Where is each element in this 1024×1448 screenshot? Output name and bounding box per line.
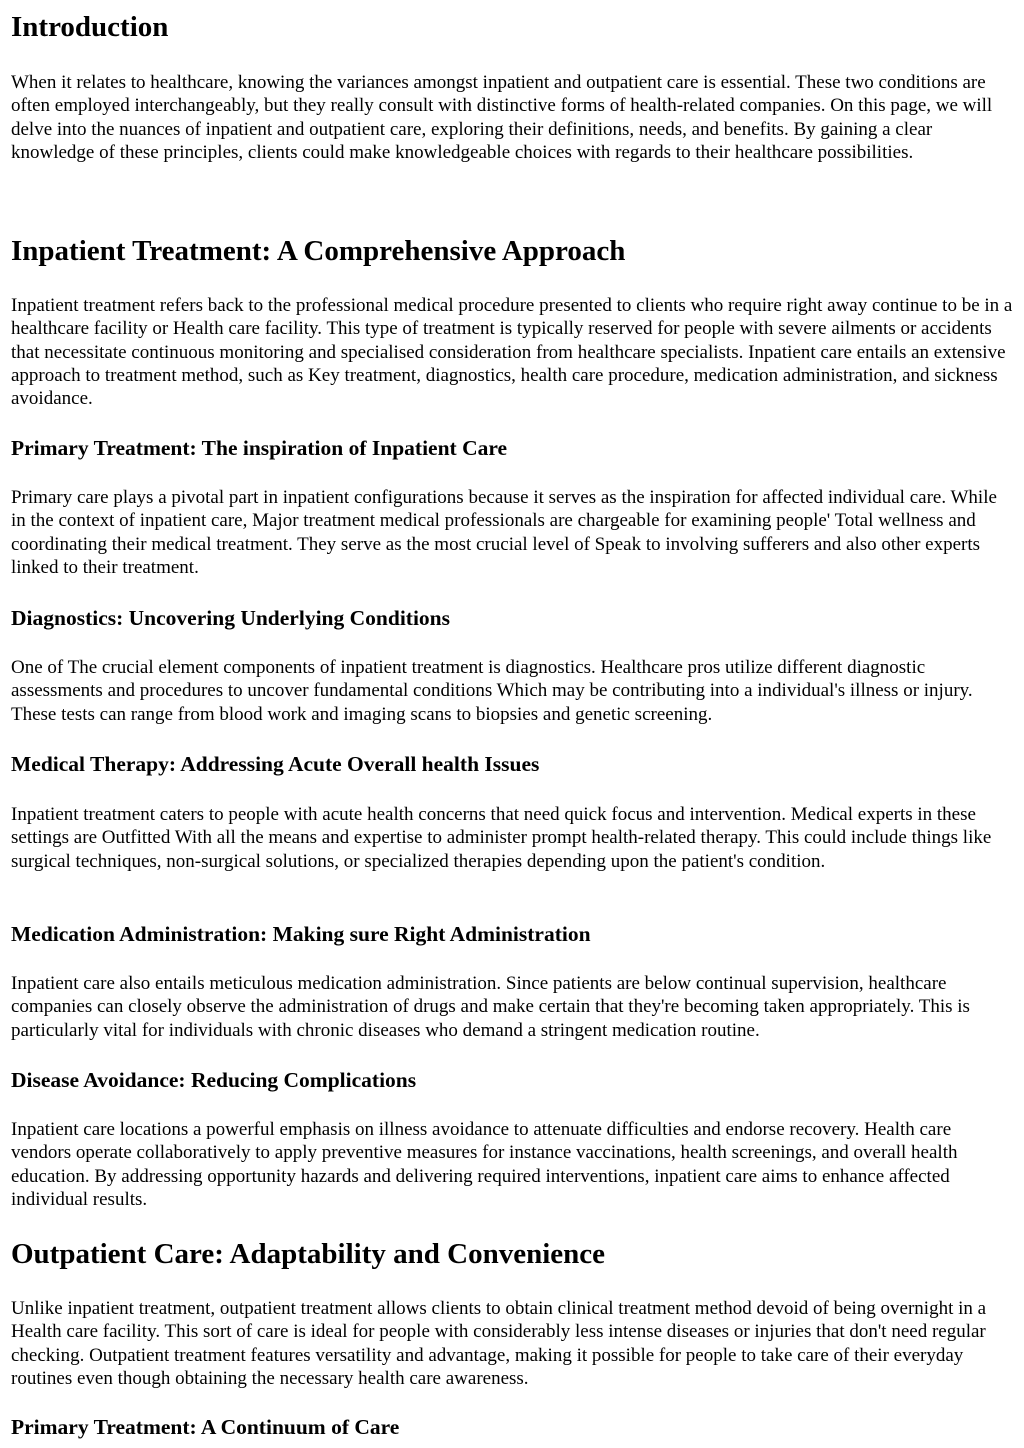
heading-diagnostics: Diagnostics: Uncovering Underlying Conditions: [11, 606, 450, 630]
paragraph-disease-avoidance: Inpatient care locations a powerful emphasis on illness avoidance to attenuate difficulties and endorse recovery. Health care vendors operate collaboratively to apply preventive measures for instance vaccinations, health screenings, and overall health education. By addressing opportunity hazards and delivering required interventions, inpatient care aims to enhance affected individual results.: [11, 1119, 958, 1210]
heading-medical-therapy: Medical Therapy: Addressing Acute Overall health Issues: [11, 752, 540, 776]
heading-introduction: Introduction: [11, 11, 169, 43]
paragraph-medical-therapy: Inpatient treatment caters to people with acute health concerns that need quick focus and intervention. Medical experts in these settings are Outfitted With all the means and expertise to administer prompt health-related therapy. This could include things like surgical techniques, non-surgical solutions, or specialized therapies depending upon the patient's condition.: [11, 804, 992, 872]
paragraph-introduction: When it relates to healthcare, knowing the variances amongst inpatient and outpatient care is essential. These two conditions are often employed interchangeably, but they really consult with distinctive forms of health-related companies. On this page, we will delve into the nuances of inpatient and outpatient care, exploring their definitions, needs, and benefits. By gaining a clear knowledge of these principles, clients could make knowledgeable choices with regards to their healthcare possibilities.: [11, 72, 993, 163]
paragraph-primary-treatment: Primary care plays a pivotal part in inpatient configurations because it serves as the inspiration for affected individual care. While in the context of inpatient care, Major treatment medical professionals are chargeable for examining people' Total wellness and coordinating their medical treatment. They serve as the most crucial level of Speak to involving sufferers and also other experts linked to their treatment.: [11, 487, 997, 578]
paragraph-outpatient-care: Unlike inpatient treatment, outpatient treatment allows clients to obtain clinical treatment method devoid of being overnight in a Health care facility. This sort of care is ideal for people with considerably less intense diseases or injuries that don't need regular checking. Outpatient treatment features versatility and advantage, making it possible for people to take care of their everyday routines even though obtaining the necessary health care awareness.: [11, 1298, 987, 1389]
paragraph-medication-administration: Inpatient care also entails meticulous medication administration. Since patients are below continual supervision, healthcare companies can closely observe the administration of drugs and make certain that they're becoming taken appropriately. This is particularly vital for individuals with chronic diseases who demand a stringent medication routine.: [11, 973, 970, 1041]
heading-medication-administration: Medication Administration: Making sure Right Administration: [11, 922, 591, 946]
heading-inpatient-treatment: Inpatient Treatment: A Comprehensive Approach: [11, 235, 626, 267]
paragraph-diagnostics: One of The crucial element components of inpatient treatment is diagnostics. Healthcare pros utilize different diagnostic assessments and procedures to uncover fundamental conditions Which may be contributing into a individual's illness or injury. These tests can range from blood work and imaging scans to biopsies and genetic screening.: [11, 657, 973, 725]
heading-outpatient-care: Outpatient Care: Adaptability and Convenience: [11, 1238, 606, 1270]
heading-disease-avoidance: Disease Avoidance: Reducing Complications: [11, 1068, 417, 1092]
heading-primary-treatment-continuum: Primary Treatment: A Continuum of Care: [11, 1415, 400, 1439]
heading-primary-treatment: Primary Treatment: The inspiration of Inpatient Care: [11, 436, 508, 460]
paragraph-inpatient-treatment: Inpatient treatment refers back to the professional medical procedure presented to clients who require right away continue to be in a healthcare facility or Health care facility. This type of treatment is typically reserved for people with severe ailments or accidents that necessitate continuous monitoring and specialised consideration from healthcare specialists. Inpatient care entails an extensive approach to treatment method, such as Key treatment, diagnostics, health care procedure, medication administration, and sickness avoidance.: [11, 295, 1013, 410]
